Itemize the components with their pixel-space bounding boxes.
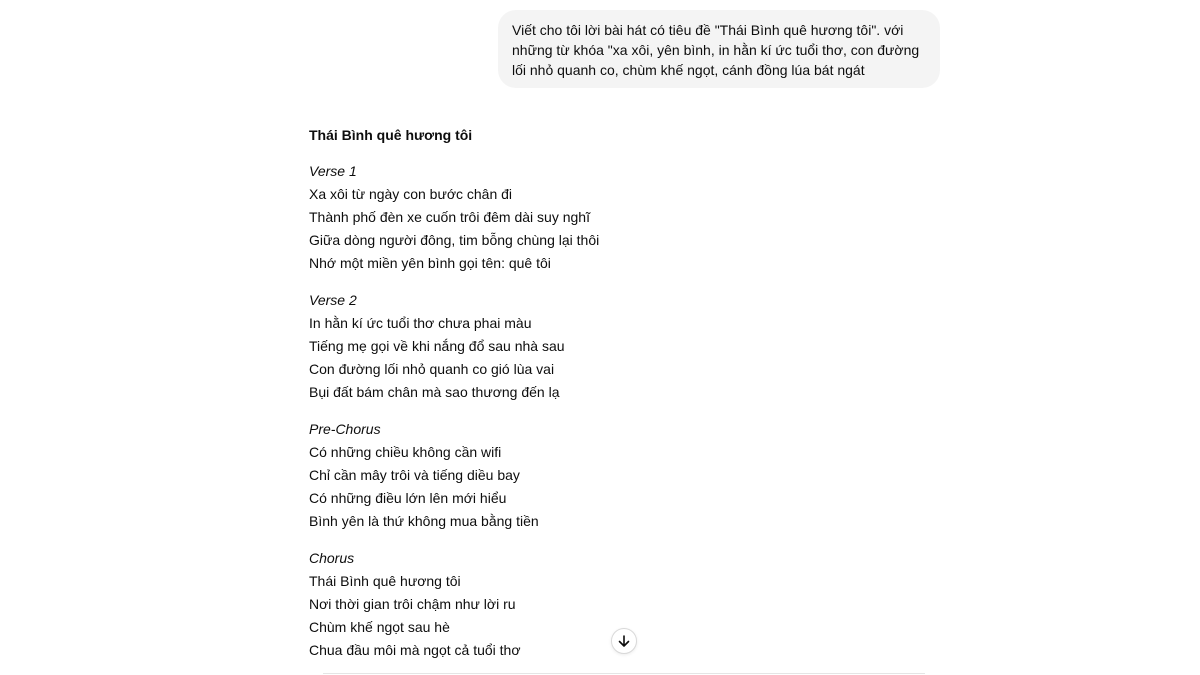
composer-top-border: [323, 673, 925, 674]
song-title: Thái Bình quê hương tôi: [309, 127, 473, 143]
lyric-line: Chùm khế ngọt sau hè: [309, 619, 450, 635]
section-label: Verse 2: [309, 292, 357, 308]
user-message-text: Viết cho tôi lời bài hát có tiêu đề "Thái Bình quê hương tôi". với những từ khóa "xa xôi, yên bình, in hằn kí ức tuổi thơ, con đường lối nhỏ quanh co, chùm khế ngọt, cánh đồng lúa bát ngát: [512, 22, 920, 78]
arrow-down-icon: [617, 634, 631, 648]
lyric-line: Bình yên là thứ không mua bằng tiền: [309, 513, 539, 529]
lyric-line: Thái Bình quê hương tôi: [309, 573, 461, 589]
section-label: Pre-Chorus: [309, 421, 381, 437]
lyric-line: Giữa dòng người đông, tim bỗng chùng lại thôi: [309, 232, 600, 248]
lyrics-section-verse-2: [309, 289, 929, 404]
lyric-line: Chỉ cần mây trôi và tiếng diều bay: [309, 467, 520, 483]
lyric-line: Có những chiều không cần wifi: [309, 444, 502, 460]
lyrics-section-pre-chorus: [309, 418, 929, 533]
lyric-line: Nơi thời gian trôi chậm như lời ru: [309, 596, 516, 612]
lyric-line: Có những điều lớn lên mới hiểu: [309, 490, 507, 506]
lyric-line: Tiếng mẹ gọi về khi nắng đổ sau nhà sau: [309, 338, 565, 354]
lyric-line: Nhớ một miền yên bình gọi tên: quê tôi: [309, 255, 551, 271]
lyric-line: Xa xôi từ ngày con bước chân đi: [309, 186, 513, 202]
assistant-response: [309, 124, 929, 662]
section-label: Verse 1: [309, 163, 357, 179]
lyric-line: Chua đầu môi mà ngọt cả tuổi thơ: [309, 642, 521, 658]
lyric-line: Thành phố đèn xe cuốn trôi đêm dài suy nghĩ: [309, 209, 590, 225]
lyric-line: Bụi đất bám chân mà sao thương đến lạ: [309, 384, 560, 400]
user-message-bubble: [498, 10, 940, 88]
lyric-line: Con đường lối nhỏ quanh co gió lùa vai: [309, 361, 555, 377]
lyric-line: In hằn kí ức tuổi thơ chưa phai màu: [309, 315, 532, 331]
lyrics-section-verse-1: [309, 160, 929, 275]
scroll-to-bottom-button[interactable]: [611, 628, 637, 654]
section-label: Chorus: [309, 550, 355, 566]
